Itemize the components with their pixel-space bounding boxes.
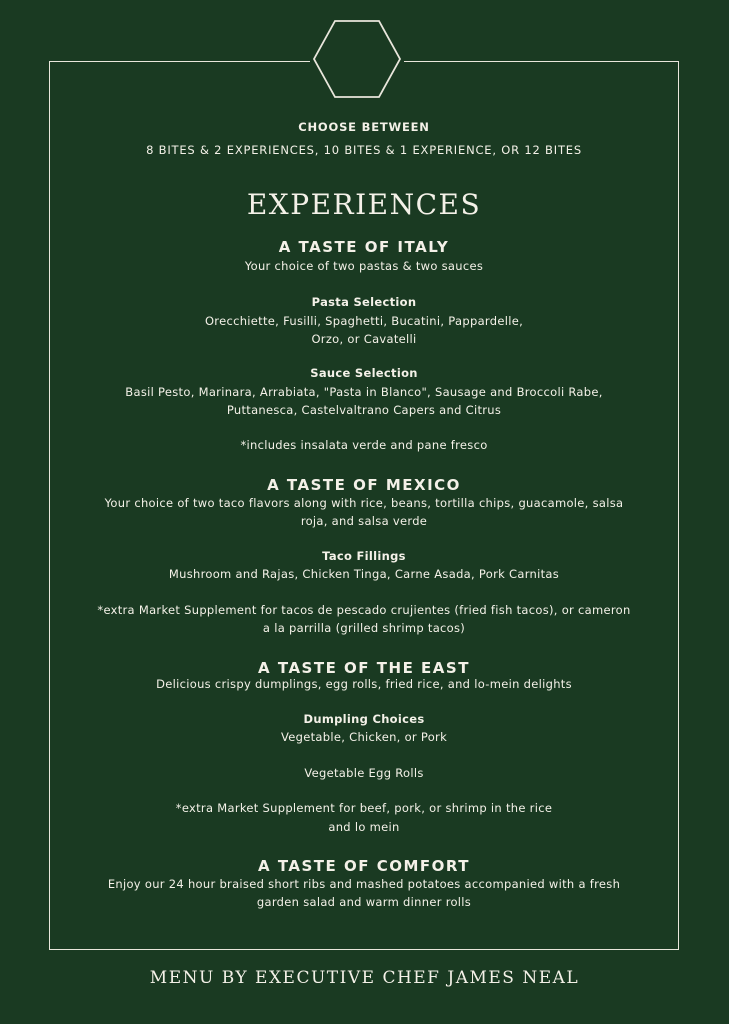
choose-options: 8 BITES & 2 EXPERIENCES, 10 BITES & 1 EXPERIENCE, OR 12 BITES [146, 143, 582, 157]
sauce-heading: Sauce Selection [310, 366, 418, 380]
east-intro: Delicious crispy dumplings, egg rolls, fried rice, and lo-mein delights [156, 677, 572, 691]
italy-intro: Your choice of two pastas & two sauces [244, 259, 484, 273]
taco-fillings: Mushroom and Rajas, Chicken Tinga, Carne Asada, Pork Carnitas [168, 567, 560, 581]
italy-title: A TASTE OF ITALY [278, 238, 450, 256]
mexico-note-line2: a la parrilla (grilled shrimp tacos) [262, 621, 466, 635]
mexico-title: A TASTE OF MEXICO [267, 476, 461, 494]
comfort-intro-line1: Enjoy our 24 hour braised short ribs and mashed potatoes accompanied with a fresh [107, 877, 621, 891]
dumpling-options: Vegetable, Chicken, or Pork [280, 730, 448, 744]
mexico-intro-line2: roja, and salsa verde [300, 514, 428, 528]
choose-heading: CHOOSE BETWEEN [298, 120, 430, 134]
experiences-title: EXPERIENCES [246, 188, 482, 221]
comfort-title: A TASTE OF COMFORT [257, 857, 471, 875]
dumpling-heading: Dumpling Choices [303, 712, 425, 726]
pasta-options-line2: Orzo, or Cavatelli [311, 332, 417, 346]
egg-rolls: Vegetable Egg Rolls [304, 766, 424, 780]
sauce-options-line1: Basil Pesto, Marinara, Arrabiata, "Pasta in Blanco", Sausage and Broccoli Rabe, [125, 385, 603, 399]
taco-fillings-heading: Taco Fillings [322, 549, 406, 563]
mexico-intro-line1: Your choice of two taco flavors along with rice, beans, tortilla chips, guacamole, salsa [104, 496, 624, 510]
chef-credit: MENU BY EXECUTIVE CHEF JAMES NEAL [149, 968, 580, 988]
comfort-intro-line2: garden salad and warm dinner rolls [256, 895, 472, 909]
pasta-options-line1: Orecchiette, Fusilli, Spaghetti, Bucatini, Pappardelle, [204, 314, 524, 328]
sauce-options-line2: Puttanesca, Castelvaltrano Capers and Citrus [226, 403, 502, 417]
hexagon-emblem-icon [310, 16, 404, 102]
east-note-line2: and lo mein [328, 820, 400, 834]
east-title: A TASTE OF THE EAST [258, 659, 470, 677]
mexico-note-line1: *extra Market Supplement for tacos de pescado crujientes (fried fish tacos), or cameron [97, 603, 631, 617]
east-note-line1: *extra Market Supplement for beef, pork, or shrimp in the rice [175, 801, 553, 815]
pasta-heading: Pasta Selection [311, 295, 417, 309]
italy-note: *includes insalata verde and pane fresco [240, 438, 488, 452]
